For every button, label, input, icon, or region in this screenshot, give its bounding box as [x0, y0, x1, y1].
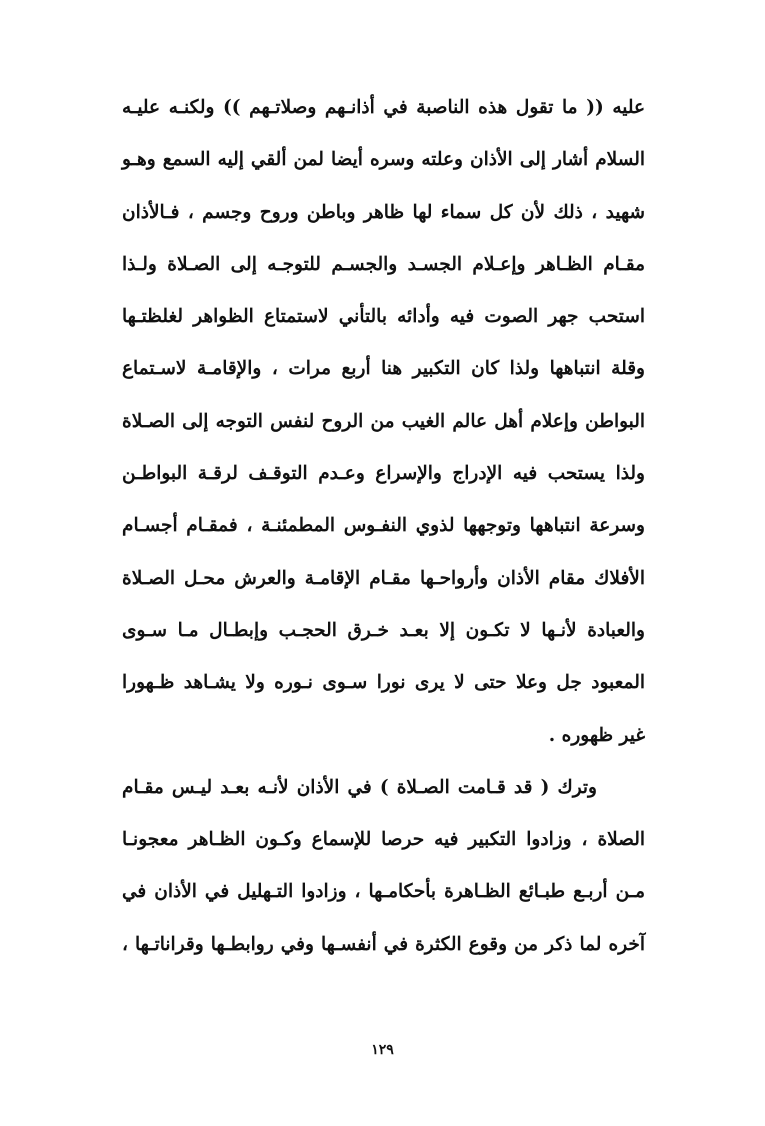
text-line: وترك ( قد قـامت الصـلاة ) في الأذان لأنـه بعـد ليـس مقـام [122, 776, 597, 798]
text-line: ولذا يستحب فيه الإدراج والإسراع وعـدم التوقـف لرقـة البواطـن [122, 463, 645, 485]
paragraph-1 [122, 82, 645, 762]
page-body-text [122, 82, 645, 971]
text-line: عليه (( ما تقول هذه الناصبة في أذانـهم وصلاتـهم )) ولكنـه عليـه [122, 97, 645, 118]
text-line: وقلة انتباهها ولذا كان التكبير هنا أربع مرات ، والإقامـة لاسـتماع [122, 358, 645, 380]
text-line: السلام أشار إلى الأذان وعلته وسره أيضا لمن ألقي إليه السمع وهـو [122, 149, 645, 171]
text-line: استحب جهر الصوت فيه وأدائه بالتأني لاستمتاع الظواهر لغلظتـها [122, 306, 645, 328]
text-line: غير ظهوره . [548, 724, 645, 746]
page-number: ١٢٩ [371, 1042, 394, 1058]
text-line: مقـام الظـاهر وإعـلام الجسـد والجسـم للتوجـه إلى الصـلاة ولـذا [122, 253, 645, 275]
text-line: مـن أربـع طبـائع الظـاهرة بأحكامـها ، وزادوا التـهليل في الأذان في [122, 881, 645, 903]
text-line: والعبادة لأنـها لا تكـون إلا بعـد خـرق الحجـب وإبطـال مـا سـوى [122, 619, 645, 641]
text-line: وسرعة انتباهها وتوجهها لذوي النفـوس المطمئنـة ، فمقـام أجسـام [122, 515, 645, 537]
text-line: الصلاة ، وزادوا التكبير فيه حرصا للإسماع وكـون الظـاهر معجونـا [122, 829, 645, 851]
text-line: الأفلاك مقام الأذان وأرواحـها مقـام الإقامـة والعرش محـل الصـلاة [122, 567, 645, 589]
text-line: البواطن وإعلام أهل عالم الغيب من الروح لنفس التوجه إلى الصـلاة [122, 410, 645, 432]
text-line: آخره لما ذكر من وقوع الكثرة في أنفسـها وفي روابطـها وقراناتـها ، [122, 933, 645, 955]
text-line: شهيد ، ذلك لأن كل سماء لها ظاهر وباطن وروح وجسم ، فـالأذان [122, 201, 645, 223]
paragraph-2 [122, 762, 645, 971]
text-line: المعبود جل وعلا حتى لا يرى نورا سـوى نـوره ولا يشـاهد ظـهورا [122, 672, 645, 694]
